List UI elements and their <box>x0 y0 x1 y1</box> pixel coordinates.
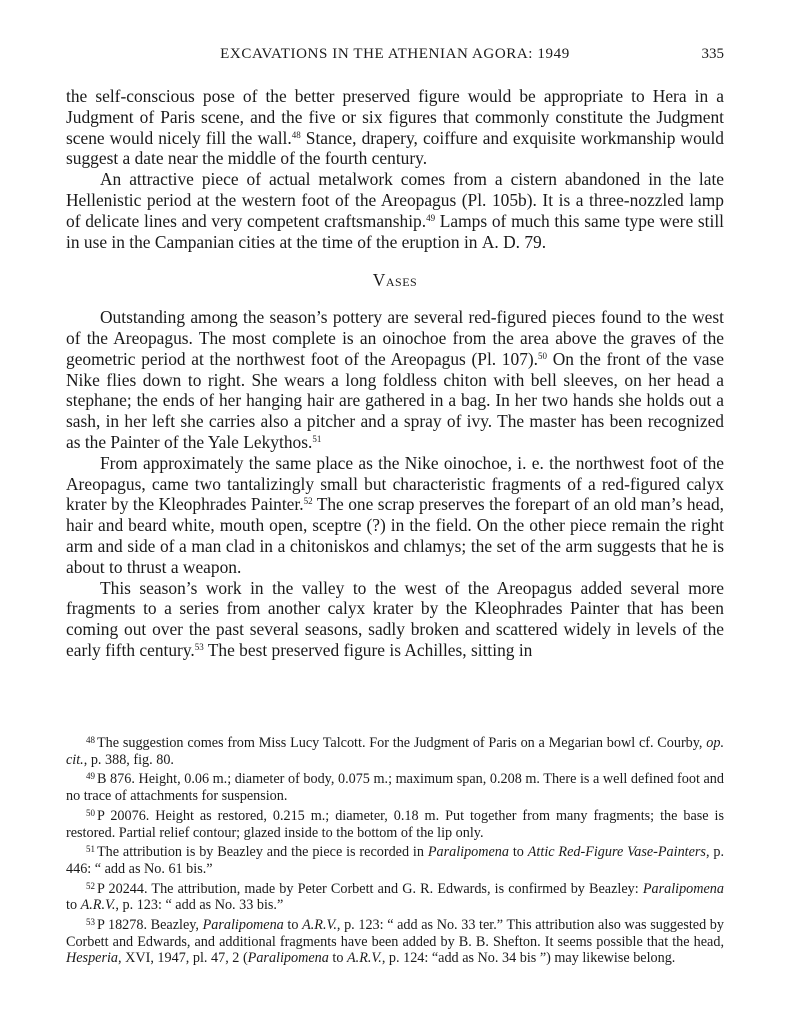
text-run: 79. <box>520 231 547 252</box>
footnotes <box>66 732 724 967</box>
footnote <box>66 732 724 768</box>
footnote-ref: 48 <box>291 129 301 140</box>
text-run: , p. 124: “add as No. 34 bis ”) may likewise belong. <box>381 950 676 967</box>
italic-text: Paralipomena <box>427 844 509 861</box>
paragraph <box>66 169 724 252</box>
page-number: 335 <box>701 46 724 62</box>
footnote-number: 51 <box>86 844 95 855</box>
text-run: P 20076. Height as restored, 0.215 m.; diameter, 0.18 m. Put together from many fragments; the base is restored. Partial relief contour; glazed inside to the bottom of the lip only. <box>66 807 724 841</box>
main-text <box>66 86 724 661</box>
footnote <box>66 841 724 877</box>
italic-text: A.R.V. <box>80 897 116 914</box>
text-run: The best preserved figure is Achilles, sitting in <box>203 639 533 660</box>
text-run: to <box>509 844 528 861</box>
footnote <box>66 878 724 914</box>
paragraph <box>66 307 724 453</box>
italic-text: Paralipomena <box>202 917 284 934</box>
footnote-ref: 53 <box>194 641 204 652</box>
text-run: to <box>66 897 81 914</box>
footnote-number: 48 <box>86 735 95 745</box>
italic-text: A.R.V. <box>302 917 337 934</box>
footnote-ref: 51 <box>312 433 322 444</box>
footnote <box>66 805 724 841</box>
paragraph <box>66 578 724 661</box>
paragraph <box>66 453 724 578</box>
text-run: the self-conscious pose of the better preserved figure would be appropriate to Hera in a Judgment of Paris scene, and the five or six figures that commonly constitute the Judgment scene would nicely fill the wall. <box>66 86 724 148</box>
italic-text: Hesperia <box>66 950 119 967</box>
footnote <box>66 914 724 967</box>
italic-text: A.R.V. <box>347 950 382 967</box>
italic-text: Paralipomena <box>247 950 329 967</box>
italic-text: op. cit. <box>66 735 724 768</box>
small-caps-text: A. D. <box>481 231 520 252</box>
italic-text: Paralipomena <box>642 880 724 897</box>
text-run: , p. 123: “ add as No. 33 ter.” This attribution also was suggested by Corbett and Edwards, and additional fragments have been added by B. B. Shefton. It seems possible that the head, <box>66 917 724 950</box>
text-run: The one scrap preserves the forepart of an old man’s head, hair and beard white, mouth open, sceptre (?) in the field. On the other piece remain the right arm and side of a man clad in a chitoniskos and chlamys; the set of the arm suggests that he is about to thrust a weapon. <box>66 494 724 577</box>
text-run: On the front of the vase Nike flies down to right. She wears a long foldless chiton with bell sleeves, on her head a stephane; the ends of her hanging hair are gathered in a bag. In her two hands she holds out a sash, in her left she carries also a pitcher and a spray of ivy. The master has been recognized as the Painter of the Yale Lekythos. <box>66 348 724 452</box>
footnote-number: 53 <box>86 917 95 928</box>
footnote-ref: 49 <box>426 212 436 223</box>
text-run: to <box>283 917 303 934</box>
text-run: B 876. Height, 0.06 m.; diameter of body, 0.075 m.; maximum span, 0.208 m. There is a well defined foot and no trace of attachments for suspension. <box>66 771 724 805</box>
running-title: EXCAVATIONS IN THE ATHENIAN AGORA: 1949 <box>220 46 570 62</box>
text-run: , p. 388, fig. 80. <box>83 751 174 768</box>
text-run: Lamps of much this same type were still in use in the Campanian cities at the time of the eruption in <box>66 210 724 252</box>
text-run: An attractive piece of actual metalwork comes from a cistern abandoned in the late Hellenistic period at the western foot of the Areopagus (Pl. 105b). It is a three-nozzled lamp of delicate lines and very competent craftsmanship. <box>66 169 724 231</box>
text-run: The suggestion comes from Miss Lucy Talcott. For the Judgment of Paris on a Megarian bowl cf. Courby, <box>97 735 707 751</box>
text-run: to <box>328 950 347 967</box>
text-run: The attribution is by Beazley and the piece is recorded in <box>97 844 428 861</box>
text-run: , p. 123: “ add as No. 33 bis.” <box>115 897 284 914</box>
text-run: Outstanding among the season’s pottery are several red-figured pieces found to the west of the Areopagus. The most complete is an oinochoe from the area above the graves of the geometric period at the northwest foot of the Areopagus (Pl. 107). <box>66 307 724 369</box>
footnote-ref: 52 <box>303 496 313 507</box>
footnote-number: 49 <box>86 771 95 782</box>
text-run: This season’s work in the valley to the west of the Areopagus added several more fragments to a series from another calyx krater by the Kleophrades Painter that has been coming out over the past several seasons, sadly broken and scattered widely in levels of the early fifth century. <box>66 577 724 660</box>
footnote-number: 50 <box>86 807 95 818</box>
text-run: , p. 446: “ add as No. 61 bis.” <box>66 844 724 877</box>
footnote-ref: 50 <box>538 350 548 361</box>
text-run: P 20244. The attribution, made by Peter Corbett and G. R. Edwards, is confirmed by Beazley: <box>97 880 643 897</box>
text-run: P 18278. Beazley, <box>97 917 203 934</box>
paragraph <box>66 86 724 169</box>
text-run: From approximately the same place as the Nike oinochoe, i. e. the northwest foot of the Areopagus, came two tantalizingly small but characteristic fragments of a red-figured calyx krater by the Kleophrades Painter. <box>66 452 724 515</box>
italic-text: Attic Red-Figure Vase-Painters <box>527 844 706 861</box>
footnote <box>66 768 724 804</box>
page-header <box>66 40 724 66</box>
text-run: Stance, drapery, coiffure and exquisite workmanship would suggest a date near the middle of the fourth century. <box>66 127 724 169</box>
footnote-number: 52 <box>86 880 95 891</box>
text-run: , XVI, 1947, pl. 47, 2 ( <box>118 950 248 967</box>
section-heading: Vases <box>372 270 418 291</box>
